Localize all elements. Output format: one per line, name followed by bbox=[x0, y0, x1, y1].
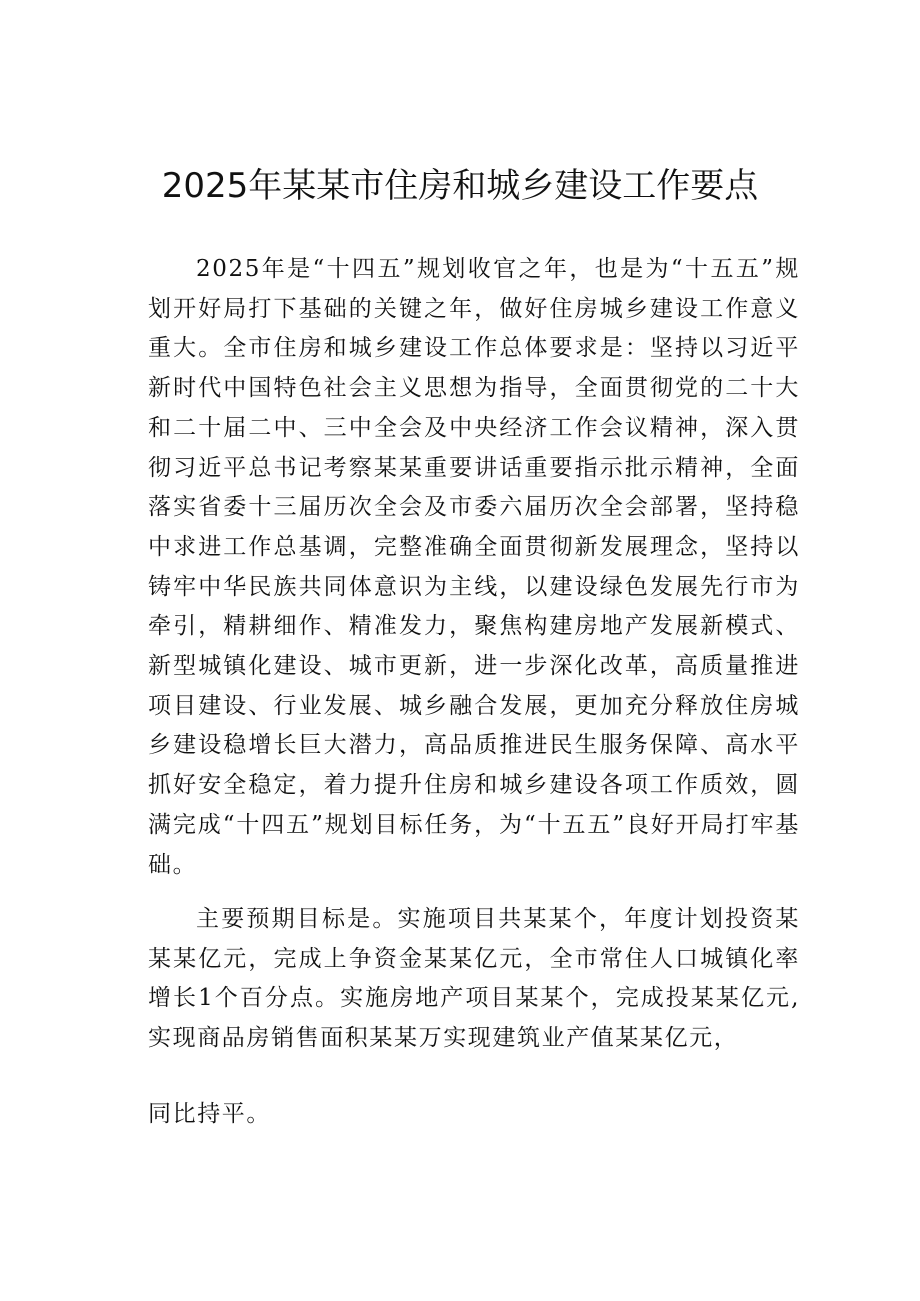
document-title: 2025年某某市住房和城乡建设工作要点 bbox=[161, 166, 759, 206]
paragraph-overall-requirements: 2025年是“十四五”规划收官之年，也是为“十五五”规划开好局打下基础的关键之年，做好住房城乡建设工作意义重大。全市住房和城乡建设工作总体要求是：坚持以习近平新时代中国特色社会主义思想为指导，全面贯彻党的二十大和二十届二中、三中全会及中央经济工作会议精神，深入贯彻习近平总书记考察某某重要讲话重要指示批示精神，全面落实省委十三届历次全会及市委六届历次全会部署，坚持稳中求进工作总基调，完整准确全面贯彻新发展理念，坚持以铸牢中华民族共同体意识为主线，以建设绿色发展先行市为牵引，精耕细作、精准发力，聚焦构建房地产发展新模式、新型城镇化建设、城市更新，进一步深化改革，高质量推进项目建设、行业发展、城乡融合发展，更加充分释放住房城乡建设稳增长巨大潜力，高品质推进民生服务保障、高水平抓好安全稳定，着力提升住房和城乡建设各项工作质效，圆满完成“十四五”规划目标任务，为“十五五”良好开局打牢基础。 bbox=[148, 256, 800, 878]
paragraph-expected-targets: 主要预期目标是。实施项目共某某个，年度计划投资某某某亿元，完成上争资金某某亿元，全市常住人口城镇化率增长1个百分点。实施房地产项目某某个，完成投某某亿元,实现商品房销售面积某某万实现建筑业产值某某亿元， bbox=[148, 906, 800, 1052]
paragraph-trailing-line: 同比持平。 bbox=[148, 1101, 271, 1127]
